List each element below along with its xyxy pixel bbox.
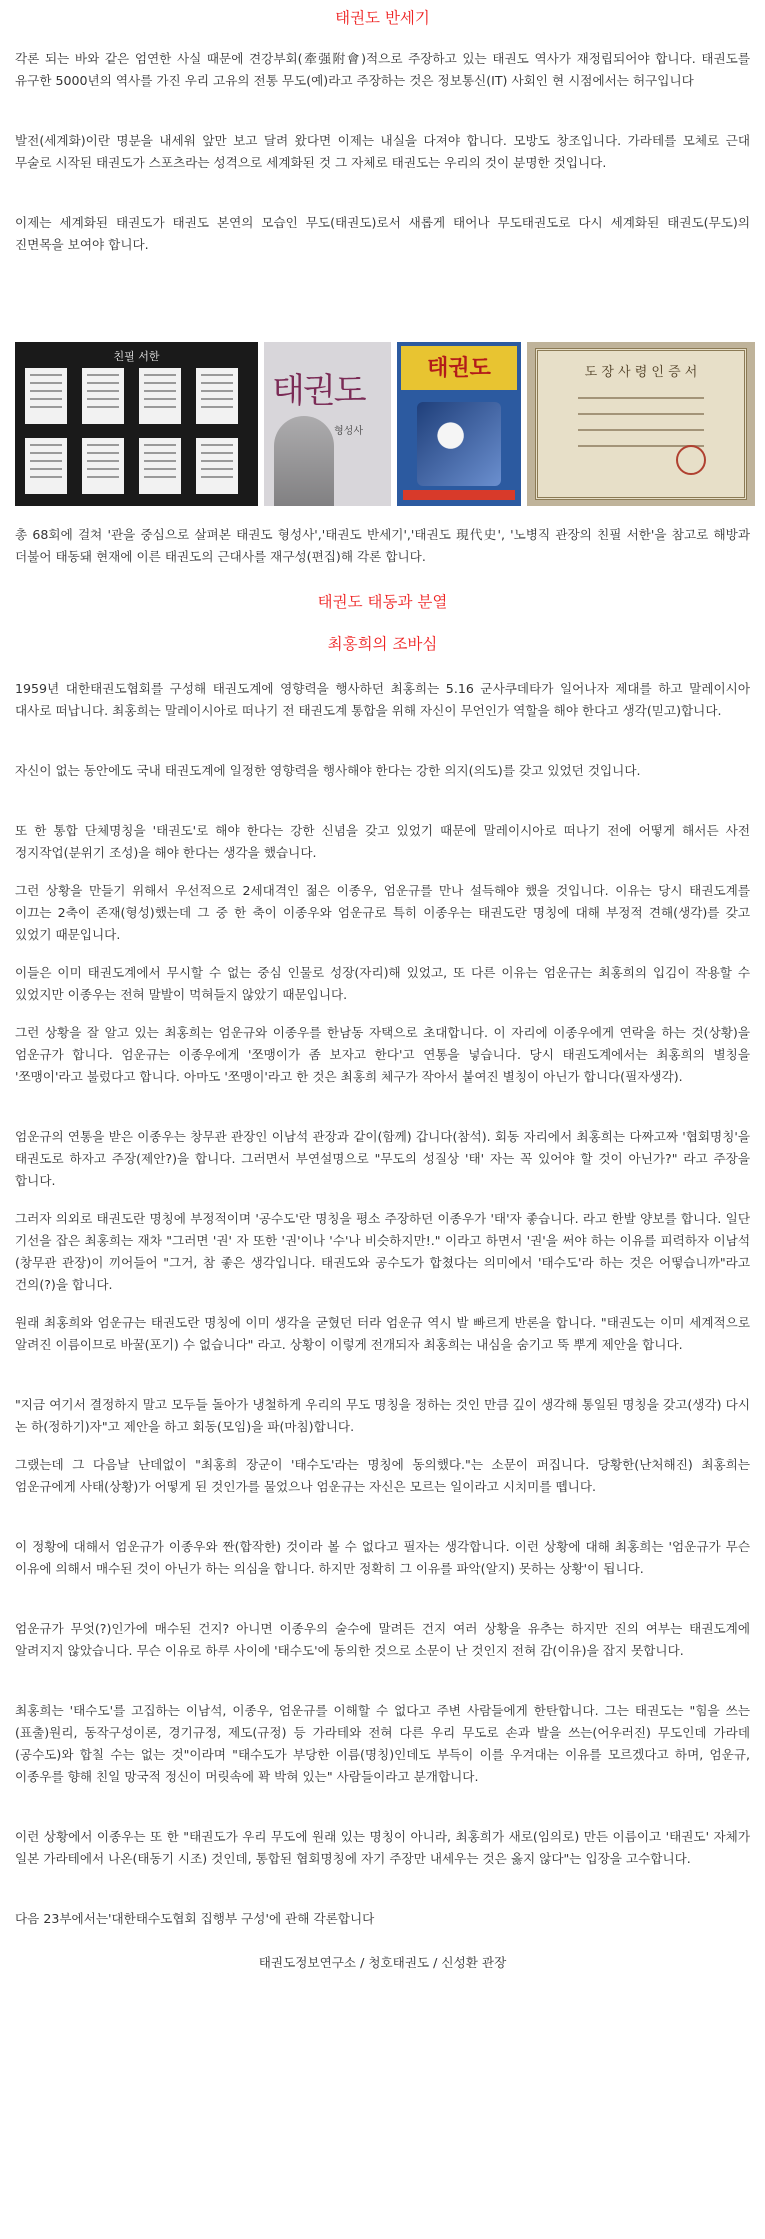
heading-main: 태권도 반세기 (335, 9, 430, 27)
body-5-wrap (0, 962, 765, 1006)
heading-main-wrap (0, 6, 765, 30)
body-15-wrap (0, 1826, 765, 1870)
letter-sheet (196, 438, 238, 494)
heading-sub-wrap (0, 632, 765, 656)
body-paragraph: 원래 최홍희와 엄운규는 태권도란 명칭에 이미 생각을 굳혔던 터라 엄운규 역시 발 빠르게 반론을 합니다. "태권도는 이미 세계적으로 알려진 이름이므로 바꿀(포기) 수 없습니다" 라고. 상황이 이렇게 전개되자 최홍희는 내심을 숨기고 뚝 뿌게 제안을 합니다. (15, 1315, 750, 1352)
magazine-cover-strip (403, 490, 515, 500)
body-paragraph: 그랬는데 그 다음날 난데없이 "최홍희 장군이 '태수도'라는 명칭에 동의했다."는 소문이 퍼집니다. 당황한(난처해진) 최홍희는 엄운규에게 사태(상황)가 어떻게 된 것인가를 물었으나 엄운규는 자신은 모르는 일이라고 시치미를 뗍니다. (15, 1457, 750, 1494)
body-7-wrap (0, 1126, 765, 1192)
magazine-cover-photo (397, 342, 521, 506)
letter-sheet (139, 368, 181, 424)
body-2-wrap (0, 760, 765, 782)
body-paragraph: 그런 상황을 만들기 위해서 우선적으로 2세대격인 젊은 이종우, 엄운규를 만나 설득해야 했을 것입니다. 이유는 당시 태권도계를 이끄는 2축이 존재(형성)했는데 그 중 한 축이 이종우와 엄운규로 특히 이종우는 태권도란 명칭에 대해 부정적 견해(생각)를 갖고 있었기 때문입니다. (15, 883, 750, 942)
body-paragraph: 1959년 대한태권도협회를 구성해 태권도계에 영향력을 행사하던 최홍희는 5.16 군사쿠데타가 일어나자 제대를 하고 말레이시아 대사로 떠납니다. 최홍희는 말레이시아로 떠나기 전 태권도계 통합을 위해 자신이 무언인가 역할을 해야 한다고 생각(믿고)합니다. (15, 681, 750, 718)
body-16-wrap (0, 1908, 765, 1930)
intro-paragraph-2: 발전(세계화)이란 명분을 내세워 앞만 보고 달려 왔다면 이제는 내실을 다져야 합니다. 모방도 창조입니다. 가라테를 모체로 근대 무술로 시작된 태권도가 스포츠라는 성격으로 세계화된 것 그 자체로 태권도는 우리의 것이 분명한 것입니다. (15, 133, 750, 170)
letter-sheet (82, 368, 124, 424)
body-paragraph: 자신이 없는 동안에도 국내 태권도계에 일정한 영향력을 행사해야 한다는 강한 의지(의도)를 갖고 있었던 것입니다. (15, 763, 641, 778)
body-14-wrap (0, 1700, 765, 1788)
letters-photo (15, 342, 258, 506)
body-paragraph: 최홍희는 '태수도'를 고집하는 이남석, 이종우, 엄운규를 이해할 수 없다고 주변 사람들에게 한탄합니다. 그는 태권도는 "힘을 쓰는(표출)원리, 동작구성이론, 경기규정, 제도(규정) 등 가라테와 전혀 다른 우리 무도로 손과 발을 쓰는(어우러진) 무도인데 가라데(공수도)와 합칠 수는 없는 것"이라며 "태수도가 부당한 이름(명칭)인데도 부득이 이를 우겨대는 이유를 모르겠다고 하며, 엄운규, 이종우를 향해 친일 망국적 정신이 머릿속에 꽉 박혀 있는" 사람들이라고 분개합니다. (15, 1703, 750, 1784)
intro-1-wrap (0, 48, 765, 92)
intro-paragraph-1: 각론 되는 바와 같은 엄연한 사실 때문에 견강부회(牽强附會)적으로 주장하고 있는 태권도 역사가 재정립되어야 합니다. 태권도를 유구한 5000년의 역사를 가진 우리 고유의 전통 무도(예)라고 주장하는 것은 정보통신(IT) 사회인 현 시점에서는 허구입니다 (15, 51, 750, 88)
body-9-wrap (0, 1312, 765, 1356)
body-paragraph: 이런 상황에서 이종우는 또 한 "태권도가 우리 무도에 원래 있는 명칭이 아니라, 최홍희가 새로(임의로) 만든 이름이고 '태권도' 자체가 일본 가라테에서 나온(태동기 시조) 것인데, 통합된 협회명칭에 자기 주장만 내세우는 것은 옳지 않다"는 입장을 고수합니다. (15, 1829, 750, 1866)
intro-3-wrap (0, 212, 765, 256)
body-paragraph: 이들은 이미 태권도계에서 무시할 수 없는 중심 인물로 성장(자리)해 있었고, 또 다른 이유는 엄운규는 최홍희의 입김이 작용할 수 있었지만 이종우는 전혀 말발이 먹혀들지 않았기 때문입니다. (15, 965, 750, 1002)
intro-2-wrap (0, 130, 765, 174)
book-cover-photo (264, 342, 391, 506)
letter-sheet (25, 438, 67, 494)
body-paragraph: 또 한 통합 단체명칭을 '태권도'로 해야 한다는 강한 신념을 갖고 있었기 때문에 말레이시아로 떠나기 전에 어떻게 해서든 사전 정지작업(분위기 조성)을 해야 한다는 생각을 했습니다. (15, 823, 750, 860)
body-8-wrap (0, 1208, 765, 1296)
author-credit: 태권도정보연구소 / 청호태권도 / 신성환 관장 (258, 1955, 507, 1970)
photo-strip (15, 342, 755, 506)
magazine-cover-image (417, 402, 501, 486)
certificate-line (578, 397, 704, 399)
body-13-wrap (0, 1618, 765, 1662)
body-paragraph: "지금 여기서 결정하지 말고 모두들 돌아가 냉철하게 우리의 무도 명칭을 정하는 것인 만큼 깊이 생각해 통일된 명칭을 갖고(생각) 다시 논 하(정하기)자"고 제안을 하고 회동(모임)을 파(마침)합니다. (15, 1397, 750, 1434)
book-cover-subtitle: 형성사 (334, 426, 363, 437)
body-11-wrap (0, 1454, 765, 1498)
footer-wrap (0, 1952, 765, 1974)
source-note-wrap (0, 524, 765, 568)
body-12-wrap (0, 1536, 765, 1580)
certificate-photo (527, 342, 755, 506)
certificate-line (578, 413, 704, 415)
certificate (535, 348, 747, 500)
book-cover-title: 태권도 (272, 371, 365, 411)
heading-section: 태권도 태동과 분열 (317, 593, 448, 611)
letter-sheet (82, 438, 124, 494)
heading-section-wrap (0, 590, 765, 614)
magazine-cover-title: 태권도 (401, 346, 517, 390)
body-1-wrap (0, 678, 765, 722)
book-cover-figure (274, 416, 334, 506)
certificate-title: 도 장 사 령 인 증 서 (584, 365, 698, 380)
certificate-seal (676, 445, 706, 475)
letters-photo-header: 친필 서한 (113, 350, 160, 363)
body-6-wrap (0, 1022, 765, 1088)
letter-sheet (25, 368, 67, 424)
body-paragraph: 그러자 의외로 태권도란 명칭에 부정적이며 '공수도'란 명칭을 평소 주장하던 이종우가 '태'자 좋습니다. 라고 한발 양보를 합니다. 일단 기선을 잡은 최홍희는 재차 "그러면 '권' 자 또한 '권'이나 '수'나 비슷하지만!." 이라고 하면서 '권'을 써야 하는 이유를 피력하자 이남석(창무관 관장)이 끼어들어 "그거, 참 좋은 생각입니다. 태권도와 공수도가 합쳤다는 의미에서 '태수도'라 하는 것은 어떻습니까"라고 건의(?)을 합니다. (15, 1211, 750, 1292)
body-3-wrap (0, 820, 765, 864)
body-10-wrap (0, 1394, 765, 1438)
body-paragraph: 그런 상황을 잘 알고 있는 최홍희는 엄운규와 이종우를 한남동 자택으로 초대합니다. 이 자리에 이종우에게 연락을 하는 것(상황)을 엄운규가 합니다. 엄운규는 이종우에게 '쪼맹이가 좀 보자고 한다'고 연통을 넣습니다. 당시 태권도계에서는 최홍희의 별칭을 '쪼맹이'라고 불렀다고 합니다. 아마도 '쪼맹이'라고 한 것은 최홍희 체구가 작아서 붙여진 별칭이 아닌가 합니다(필자생각). (15, 1025, 750, 1084)
body-paragraph: 엄운규의 연통을 받은 이종우는 창무관 관장인 이남석 관장과 같이(함께) 갑니다(참석). 회동 자리에서 최홍희는 다짜고짜 '협회명칭'을 태권도로 하자고 주장(제안?)을 합니다. 그러면서 부연설명으로 "무도의 성질상 '태' 자는 꼭 있어야 할 것이 아닌가?" 라고 주장을 합니다. (15, 1129, 750, 1188)
heading-sub: 최홍희의 조바심 (327, 635, 438, 653)
letter-sheet (196, 368, 238, 424)
certificate-line (578, 429, 704, 431)
body-4-wrap (0, 880, 765, 946)
source-note: 총 68회에 걸쳐 '관을 중심으로 살펴본 태권도 형성사','태권도 반세기','태권도 現代史', '노병직 관장의 친필 서한'을 참고로 해방과 더불어 태동돼 현재에 이른 태권도의 근대사를 재구성(편집)해 각론 합니다. (15, 527, 750, 564)
letter-sheet (139, 438, 181, 494)
body-paragraph: 이 정황에 대해서 엄운규가 이종우와 짠(합작한) 것이라 볼 수 없다고 필자는 생각합니다. 이런 상황에 대해 최홍희는 '엄운규가 무슨 이유에 의해서 매수된 것이 아닌가 하는 의심을 합니다. 하지만 정확히 그 이유를 파악(알지) 못하는 상황'이 됩니다. (15, 1539, 750, 1576)
next-episode-note: 다음 23부에서는'대한태수도협회 집행부 구성'에 관해 각론합니다 (15, 1911, 375, 1926)
body-paragraph: 엄운규가 무엇(?)인가에 매수된 건지? 아니면 이종우의 술수에 말려든 건지 여러 상황을 유추는 하지만 진의 여부는 태권도계에 알려지지 않았습니다. 무슨 이유로 하루 사이에 '태수도'에 동의한 것으로 소문이 난 것인지 전혀 감(이유)을 잡지 못합니다. (15, 1621, 750, 1658)
intro-paragraph-3: 이제는 세계화된 태권도가 태권도 본연의 모습인 무도(태권도)로서 새롭게 태어나 무도태권도로 다시 세계화된 태권도(무도)의 진면목을 보여야 합니다. (15, 215, 750, 252)
